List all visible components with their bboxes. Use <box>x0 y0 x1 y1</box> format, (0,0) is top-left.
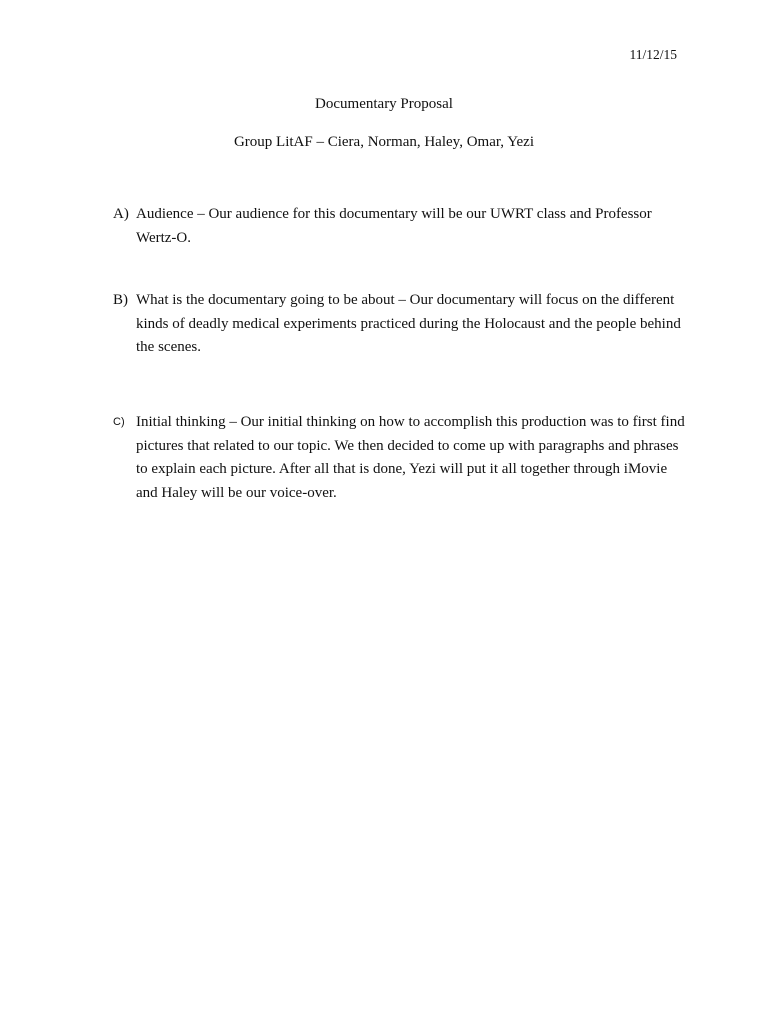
list-marker-a: A) <box>113 206 129 222</box>
list-item-text-initial-thinking: Initial thinking – Our initial thinking on how to accomplish this production was to first find pictures that related to our topic. We then decided to come up with paragraphs and phrases to explain each picture. After all that is done, Yezi will put it all together through iMovie and Haley will be our voice-over. <box>136 414 685 501</box>
list-item-audience <box>113 203 685 250</box>
list-marker-b: B) <box>113 292 128 308</box>
document-title: Documentary Proposal <box>315 96 453 112</box>
list-marker-c: C) <box>113 416 125 428</box>
list-item-text-audience: Audience – Our audience for this documentary will be our UWRT class and Professor Wertz-O. <box>136 206 652 246</box>
list-item-text-topic: What is the documentary going to be about – Our documentary will focus on the different kinds of deadly medical experiments practiced during the Holocaust and the people behind the scenes. <box>136 292 681 355</box>
document-date: 11/12/15 <box>629 47 677 62</box>
list-item-topic <box>113 289 685 360</box>
list-item-initial-thinking <box>113 411 685 505</box>
group-members-line: Group LitAF – Ciera, Norman, Haley, Omar, Yezi <box>233 134 535 150</box>
